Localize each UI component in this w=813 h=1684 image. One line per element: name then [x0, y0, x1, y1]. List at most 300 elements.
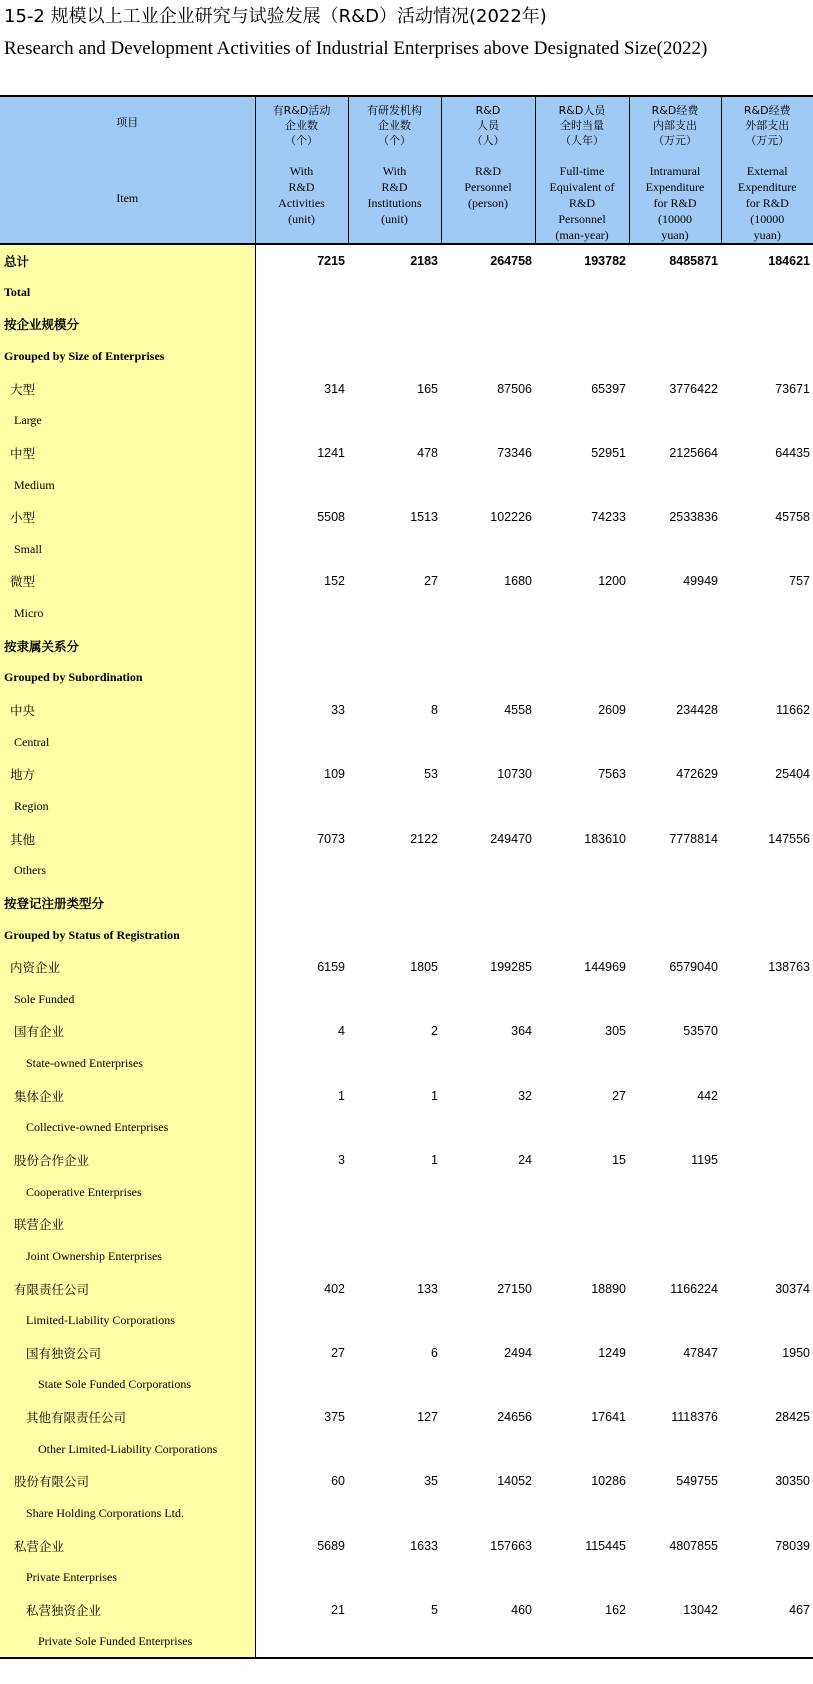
header-en-line: Personnel — [464, 180, 512, 194]
row-value — [348, 1208, 441, 1240]
row-value — [535, 1562, 629, 1594]
row-value: 24 — [518, 1153, 532, 1167]
row-value — [348, 1048, 441, 1080]
row-label: Private Enterprises — [0, 1562, 255, 1594]
row-value — [255, 1369, 348, 1401]
row-value — [348, 598, 441, 630]
row-value — [255, 1497, 348, 1529]
row-label: Other Limited-Liability Corporations — [0, 1433, 255, 1465]
row-value — [348, 1562, 441, 1594]
row-value — [441, 662, 535, 694]
header-zh-line: （人） — [471, 134, 505, 147]
row-label: 股份合作企业 — [0, 1144, 255, 1176]
row-label: Share Holding Corporations Ltd. — [0, 1497, 255, 1529]
row-value — [348, 855, 441, 887]
row-value — [535, 919, 629, 951]
row-value — [348, 1176, 441, 1208]
row-value — [721, 662, 813, 694]
row-value — [629, 1112, 721, 1144]
row-value: 472629 — [676, 767, 718, 782]
row-value: 314 — [324, 381, 345, 396]
row-value — [441, 887, 535, 919]
header-en-line: Personnel — [558, 212, 606, 226]
row-label: Grouped by Subordination — [0, 662, 255, 694]
row-value — [629, 1305, 721, 1337]
table-row — [0, 437, 813, 469]
row-value — [348, 919, 441, 951]
row-value — [441, 1497, 535, 1529]
row-value — [535, 405, 629, 437]
header-col-zh — [538, 103, 627, 163]
header-col-zh — [632, 103, 719, 163]
row-value — [629, 308, 721, 340]
row-value: 467 — [789, 1602, 810, 1617]
row-value — [629, 533, 721, 565]
header-en-line: With — [289, 164, 314, 178]
row-value: 47847 — [683, 1345, 718, 1360]
row-label: 按登记注册类型分 — [0, 887, 255, 919]
row-value — [535, 983, 629, 1015]
row-value — [721, 1208, 813, 1240]
table-row — [0, 951, 813, 983]
row-value: 8485871 — [669, 253, 718, 268]
row-value — [629, 276, 721, 308]
table-header-row — [0, 96, 813, 244]
table-row — [0, 308, 813, 340]
row-value — [629, 405, 721, 437]
header-en-line: (10000 — [658, 212, 692, 226]
row-value: 4 — [338, 1024, 345, 1039]
row-value — [255, 726, 348, 758]
row-value — [255, 1240, 348, 1272]
row-label: Private Sole Funded Enterprises — [0, 1626, 255, 1658]
row-label: 微型 — [0, 565, 255, 597]
header-en-line: With — [382, 164, 407, 178]
row-value — [348, 662, 441, 694]
row-value — [721, 790, 813, 822]
row-value — [535, 1176, 629, 1208]
header-zh-line: 企业数 — [378, 119, 411, 132]
row-value — [441, 1240, 535, 1272]
header-zh-line: （个） — [378, 134, 411, 147]
row-value — [535, 726, 629, 758]
table-row — [0, 1337, 813, 1369]
header-col-4 — [535, 96, 629, 244]
row-value — [629, 726, 721, 758]
header-en-line: Institutions — [367, 196, 422, 210]
row-label: 中型 — [0, 437, 255, 469]
header-col-en — [258, 163, 346, 227]
row-label: 按企业规模分 — [0, 308, 255, 340]
header-col-en — [538, 163, 627, 243]
row-value — [629, 1176, 721, 1208]
row-label: 小型 — [0, 501, 255, 533]
row-value — [255, 1305, 348, 1337]
row-value: 32 — [518, 1088, 532, 1103]
row-value: 127 — [417, 1410, 438, 1425]
row-value — [441, 1305, 535, 1337]
row-value: 52951 — [591, 445, 626, 460]
header-zh-line: 内部支出 — [653, 119, 697, 132]
row-value — [535, 1497, 629, 1529]
row-value — [348, 308, 441, 340]
row-value: 757 — [789, 574, 810, 589]
row-value: 183610 — [584, 831, 626, 846]
header-item-en: Item — [116, 191, 139, 205]
header-en-line: R&D — [474, 164, 501, 178]
row-label: 内资企业 — [0, 951, 255, 983]
row-value: 2122 — [410, 831, 438, 846]
row-label: Collective-owned Enterprises — [0, 1112, 255, 1144]
row-value: 147556 — [768, 831, 810, 846]
rd-activities-table — [0, 95, 813, 1659]
row-value — [255, 790, 348, 822]
row-value: 5508 — [317, 510, 345, 525]
header-en-line: for R&D — [745, 196, 789, 210]
row-value: 74233 — [591, 510, 626, 525]
header-en-line: (unit) — [288, 212, 315, 226]
row-value: 7563 — [598, 767, 626, 782]
header-en-line: for R&D — [653, 196, 697, 210]
row-value — [255, 1626, 348, 1658]
row-value — [348, 1369, 441, 1401]
row-value: 442 — [697, 1088, 718, 1103]
row-value — [255, 308, 348, 340]
row-value — [348, 1305, 441, 1337]
header-en-line: Equivalent of — [549, 180, 615, 194]
row-value — [441, 308, 535, 340]
row-label: Joint Ownership Enterprises — [0, 1240, 255, 1272]
header-col-zh — [258, 103, 346, 163]
row-value — [535, 1048, 629, 1080]
row-value — [348, 340, 441, 372]
table-row — [0, 276, 813, 308]
row-label: Limited-Liability Corporations — [0, 1305, 255, 1337]
row-label: 按隶属关系分 — [0, 630, 255, 662]
row-label: 其他有限责任公司 — [0, 1401, 255, 1433]
row-value: 165 — [417, 381, 438, 396]
row-value: 1195 — [691, 1153, 718, 1167]
row-value — [629, 983, 721, 1015]
row-label: Small — [0, 533, 255, 565]
row-label: 大型 — [0, 373, 255, 405]
row-value: 2494 — [504, 1345, 532, 1360]
row-value: 1950 — [782, 1345, 810, 1360]
row-value — [535, 1305, 629, 1337]
row-value — [721, 887, 813, 919]
row-value — [535, 1369, 629, 1401]
row-value — [721, 1626, 813, 1658]
row-value: 6159 — [317, 960, 345, 975]
row-value — [255, 598, 348, 630]
row-value — [348, 533, 441, 565]
row-value: 157663 — [490, 1538, 532, 1553]
row-value — [629, 662, 721, 694]
row-value — [535, 662, 629, 694]
row-value — [721, 469, 813, 501]
row-value — [629, 855, 721, 887]
row-value — [255, 1176, 348, 1208]
row-value — [348, 469, 441, 501]
row-value — [535, 308, 629, 340]
row-value — [721, 726, 813, 758]
row-value — [721, 1305, 813, 1337]
row-label: 中央 — [0, 694, 255, 726]
header-item-zh: 项目 — [116, 116, 139, 129]
row-value: 10286 — [591, 1474, 626, 1489]
table-row — [0, 983, 813, 1015]
row-value — [441, 469, 535, 501]
row-value — [629, 1048, 721, 1080]
row-value: 14052 — [497, 1474, 532, 1489]
row-value: 10730 — [497, 767, 532, 782]
row-value: 1166224 — [670, 1281, 718, 1296]
row-value: 162 — [605, 1602, 626, 1617]
header-item — [0, 96, 255, 244]
row-value — [629, 1497, 721, 1529]
row-value: 27150 — [497, 1281, 532, 1296]
row-value — [348, 405, 441, 437]
row-value — [629, 1626, 721, 1658]
row-value — [721, 1497, 813, 1529]
header-zh-line: （万元） — [745, 134, 790, 147]
row-value: 27 — [331, 1345, 345, 1360]
row-value — [535, 598, 629, 630]
row-value: 21 — [331, 1602, 345, 1617]
table-title-zh: 15-2 规模以上工业企业研究与试验发展（R&D）活动情况(2022年) — [4, 6, 547, 27]
header-col-en — [444, 163, 533, 211]
table-row — [0, 1433, 813, 1465]
table-row — [0, 1208, 813, 1240]
row-value — [629, 1369, 721, 1401]
header-en-line: Intramural — [649, 164, 701, 178]
table-row — [0, 1273, 813, 1305]
row-value — [255, 983, 348, 1015]
row-value: 8 — [431, 703, 438, 718]
header-zh-line: R&D人员 — [558, 104, 606, 117]
table-row — [0, 823, 813, 855]
row-value: 102226 — [490, 510, 532, 525]
row-value — [629, 1240, 721, 1272]
row-label: Central — [0, 726, 255, 758]
row-value — [535, 887, 629, 919]
header-en-line: R&D — [288, 180, 315, 194]
row-value — [441, 919, 535, 951]
row-value — [721, 919, 813, 951]
header-zh-line: 有R&D活动 — [272, 104, 331, 117]
row-value: 5689 — [317, 1538, 345, 1553]
row-value — [535, 855, 629, 887]
header-zh-line: （个） — [285, 134, 318, 147]
row-value — [255, 855, 348, 887]
row-value — [441, 1369, 535, 1401]
row-value — [255, 1048, 348, 1080]
header-col-2 — [348, 96, 441, 244]
row-value: 33 — [331, 703, 345, 718]
header-zh-line: 外部支出 — [745, 119, 790, 132]
table-row — [0, 662, 813, 694]
row-value — [535, 1626, 629, 1658]
row-value — [721, 340, 813, 372]
row-value — [255, 1208, 348, 1240]
row-label: 私营企业 — [0, 1530, 255, 1562]
table-row — [0, 1176, 813, 1208]
row-label: 私营独资企业 — [0, 1594, 255, 1626]
row-value — [441, 983, 535, 1015]
row-value — [348, 887, 441, 919]
header-col-en — [632, 163, 719, 243]
row-label: Micro — [0, 598, 255, 630]
header-col-1 — [255, 96, 348, 244]
header-col-6 — [721, 96, 813, 244]
row-value: 5 — [431, 1602, 438, 1617]
row-value — [348, 983, 441, 1015]
row-value: 109 — [324, 767, 345, 782]
row-label: 总计 — [0, 244, 255, 276]
row-value — [721, 1433, 813, 1465]
row-value — [441, 1208, 535, 1240]
header-zh-line: R&D — [475, 104, 501, 117]
row-value — [348, 726, 441, 758]
header-en-line: Expenditure — [645, 180, 705, 194]
row-value — [629, 919, 721, 951]
table-row — [0, 501, 813, 533]
row-value: 49949 — [683, 574, 718, 589]
table-row — [0, 1015, 813, 1047]
header-col-en — [724, 163, 812, 243]
row-value — [721, 1240, 813, 1272]
row-label: State Sole Funded Corporations — [0, 1369, 255, 1401]
row-value: 549755 — [676, 1474, 718, 1489]
row-value — [441, 630, 535, 662]
row-value: 28425 — [775, 1410, 810, 1425]
table-row — [0, 1497, 813, 1529]
row-value: 305 — [605, 1024, 626, 1039]
row-value: 45758 — [775, 510, 810, 525]
row-value — [348, 1626, 441, 1658]
table-row — [0, 694, 813, 726]
header-col-3 — [441, 96, 535, 244]
row-value: 6 — [431, 1345, 438, 1360]
row-value: 1513 — [410, 510, 438, 525]
row-label: Region — [0, 790, 255, 822]
row-value — [721, 1112, 813, 1144]
row-value — [441, 1626, 535, 1658]
header-en-line: Full-time — [559, 164, 605, 178]
row-value: 1633 — [410, 1538, 438, 1553]
row-value: 115445 — [585, 1538, 626, 1553]
row-label: 股份有限公司 — [0, 1465, 255, 1497]
row-value: 3776422 — [669, 381, 718, 396]
row-value — [721, 983, 813, 1015]
row-value — [255, 1433, 348, 1465]
row-value: 2533836 — [669, 510, 718, 525]
row-value — [721, 1048, 813, 1080]
table-row — [0, 1144, 813, 1176]
row-value — [348, 790, 441, 822]
table-row — [0, 565, 813, 597]
row-value — [255, 919, 348, 951]
header-zh-line: （人年） — [560, 134, 604, 147]
row-value: 65397 — [591, 381, 626, 396]
row-value — [721, 533, 813, 565]
row-value: 3 — [338, 1153, 345, 1167]
row-label: 国有独资公司 — [0, 1337, 255, 1369]
row-value: 7215 — [317, 253, 345, 268]
row-value: 1200 — [598, 574, 626, 589]
row-value — [441, 1048, 535, 1080]
row-label: Total — [0, 276, 255, 308]
header-en-line: Expenditure — [737, 180, 797, 194]
row-value: 7778814 — [669, 831, 718, 846]
row-value — [535, 469, 629, 501]
row-value — [721, 1015, 813, 1047]
row-value: 184621 — [768, 253, 810, 268]
row-value: 2125664 — [669, 445, 718, 460]
row-label: 有限责任公司 — [0, 1273, 255, 1305]
row-value — [348, 1240, 441, 1272]
row-value: 64435 — [775, 445, 810, 460]
row-value: 2 — [431, 1024, 438, 1039]
table-row — [0, 1530, 813, 1562]
table-row — [0, 1080, 813, 1112]
row-value — [535, 1433, 629, 1465]
row-value: 27 — [612, 1088, 626, 1103]
header-zh-line: R&D经费 — [651, 104, 699, 117]
row-label: 地方 — [0, 758, 255, 790]
row-value: 27 — [424, 574, 438, 589]
row-value — [348, 630, 441, 662]
header-zh-line: 人员 — [477, 119, 499, 132]
table-row — [0, 1305, 813, 1337]
header-en-line: External — [746, 164, 788, 178]
row-value — [348, 1497, 441, 1529]
row-value: 24656 — [497, 1410, 532, 1425]
row-value — [535, 340, 629, 372]
row-value — [441, 340, 535, 372]
row-value: 364 — [511, 1024, 532, 1039]
row-value — [629, 887, 721, 919]
table-row — [0, 758, 813, 790]
header-en-line: Activities — [278, 196, 325, 210]
row-value — [535, 1240, 629, 1272]
row-label: State-owned Enterprises — [0, 1048, 255, 1080]
row-value — [721, 598, 813, 630]
row-value — [721, 630, 813, 662]
table-row — [0, 1626, 813, 1658]
row-value — [255, 662, 348, 694]
row-value: 138763 — [768, 960, 810, 975]
row-value — [721, 405, 813, 437]
row-label: 集体企业 — [0, 1080, 255, 1112]
row-value — [255, 533, 348, 565]
row-value: 249470 — [490, 831, 532, 846]
row-value: 25404 — [775, 767, 810, 782]
row-value: 17641 — [591, 1410, 626, 1425]
table-title-en: Research and Development Activities of Industrial Enterprises above Designated Size(2022) — [4, 38, 708, 59]
row-value: 60 — [331, 1474, 345, 1489]
row-value: 2183 — [410, 253, 438, 268]
table-row — [0, 1048, 813, 1080]
table-row — [0, 887, 813, 919]
row-value — [441, 790, 535, 822]
row-label: 联营企业 — [0, 1208, 255, 1240]
table-row — [0, 630, 813, 662]
row-value: 13042 — [683, 1602, 718, 1617]
row-value — [535, 276, 629, 308]
table-row — [0, 373, 813, 405]
table-row — [0, 1562, 813, 1594]
